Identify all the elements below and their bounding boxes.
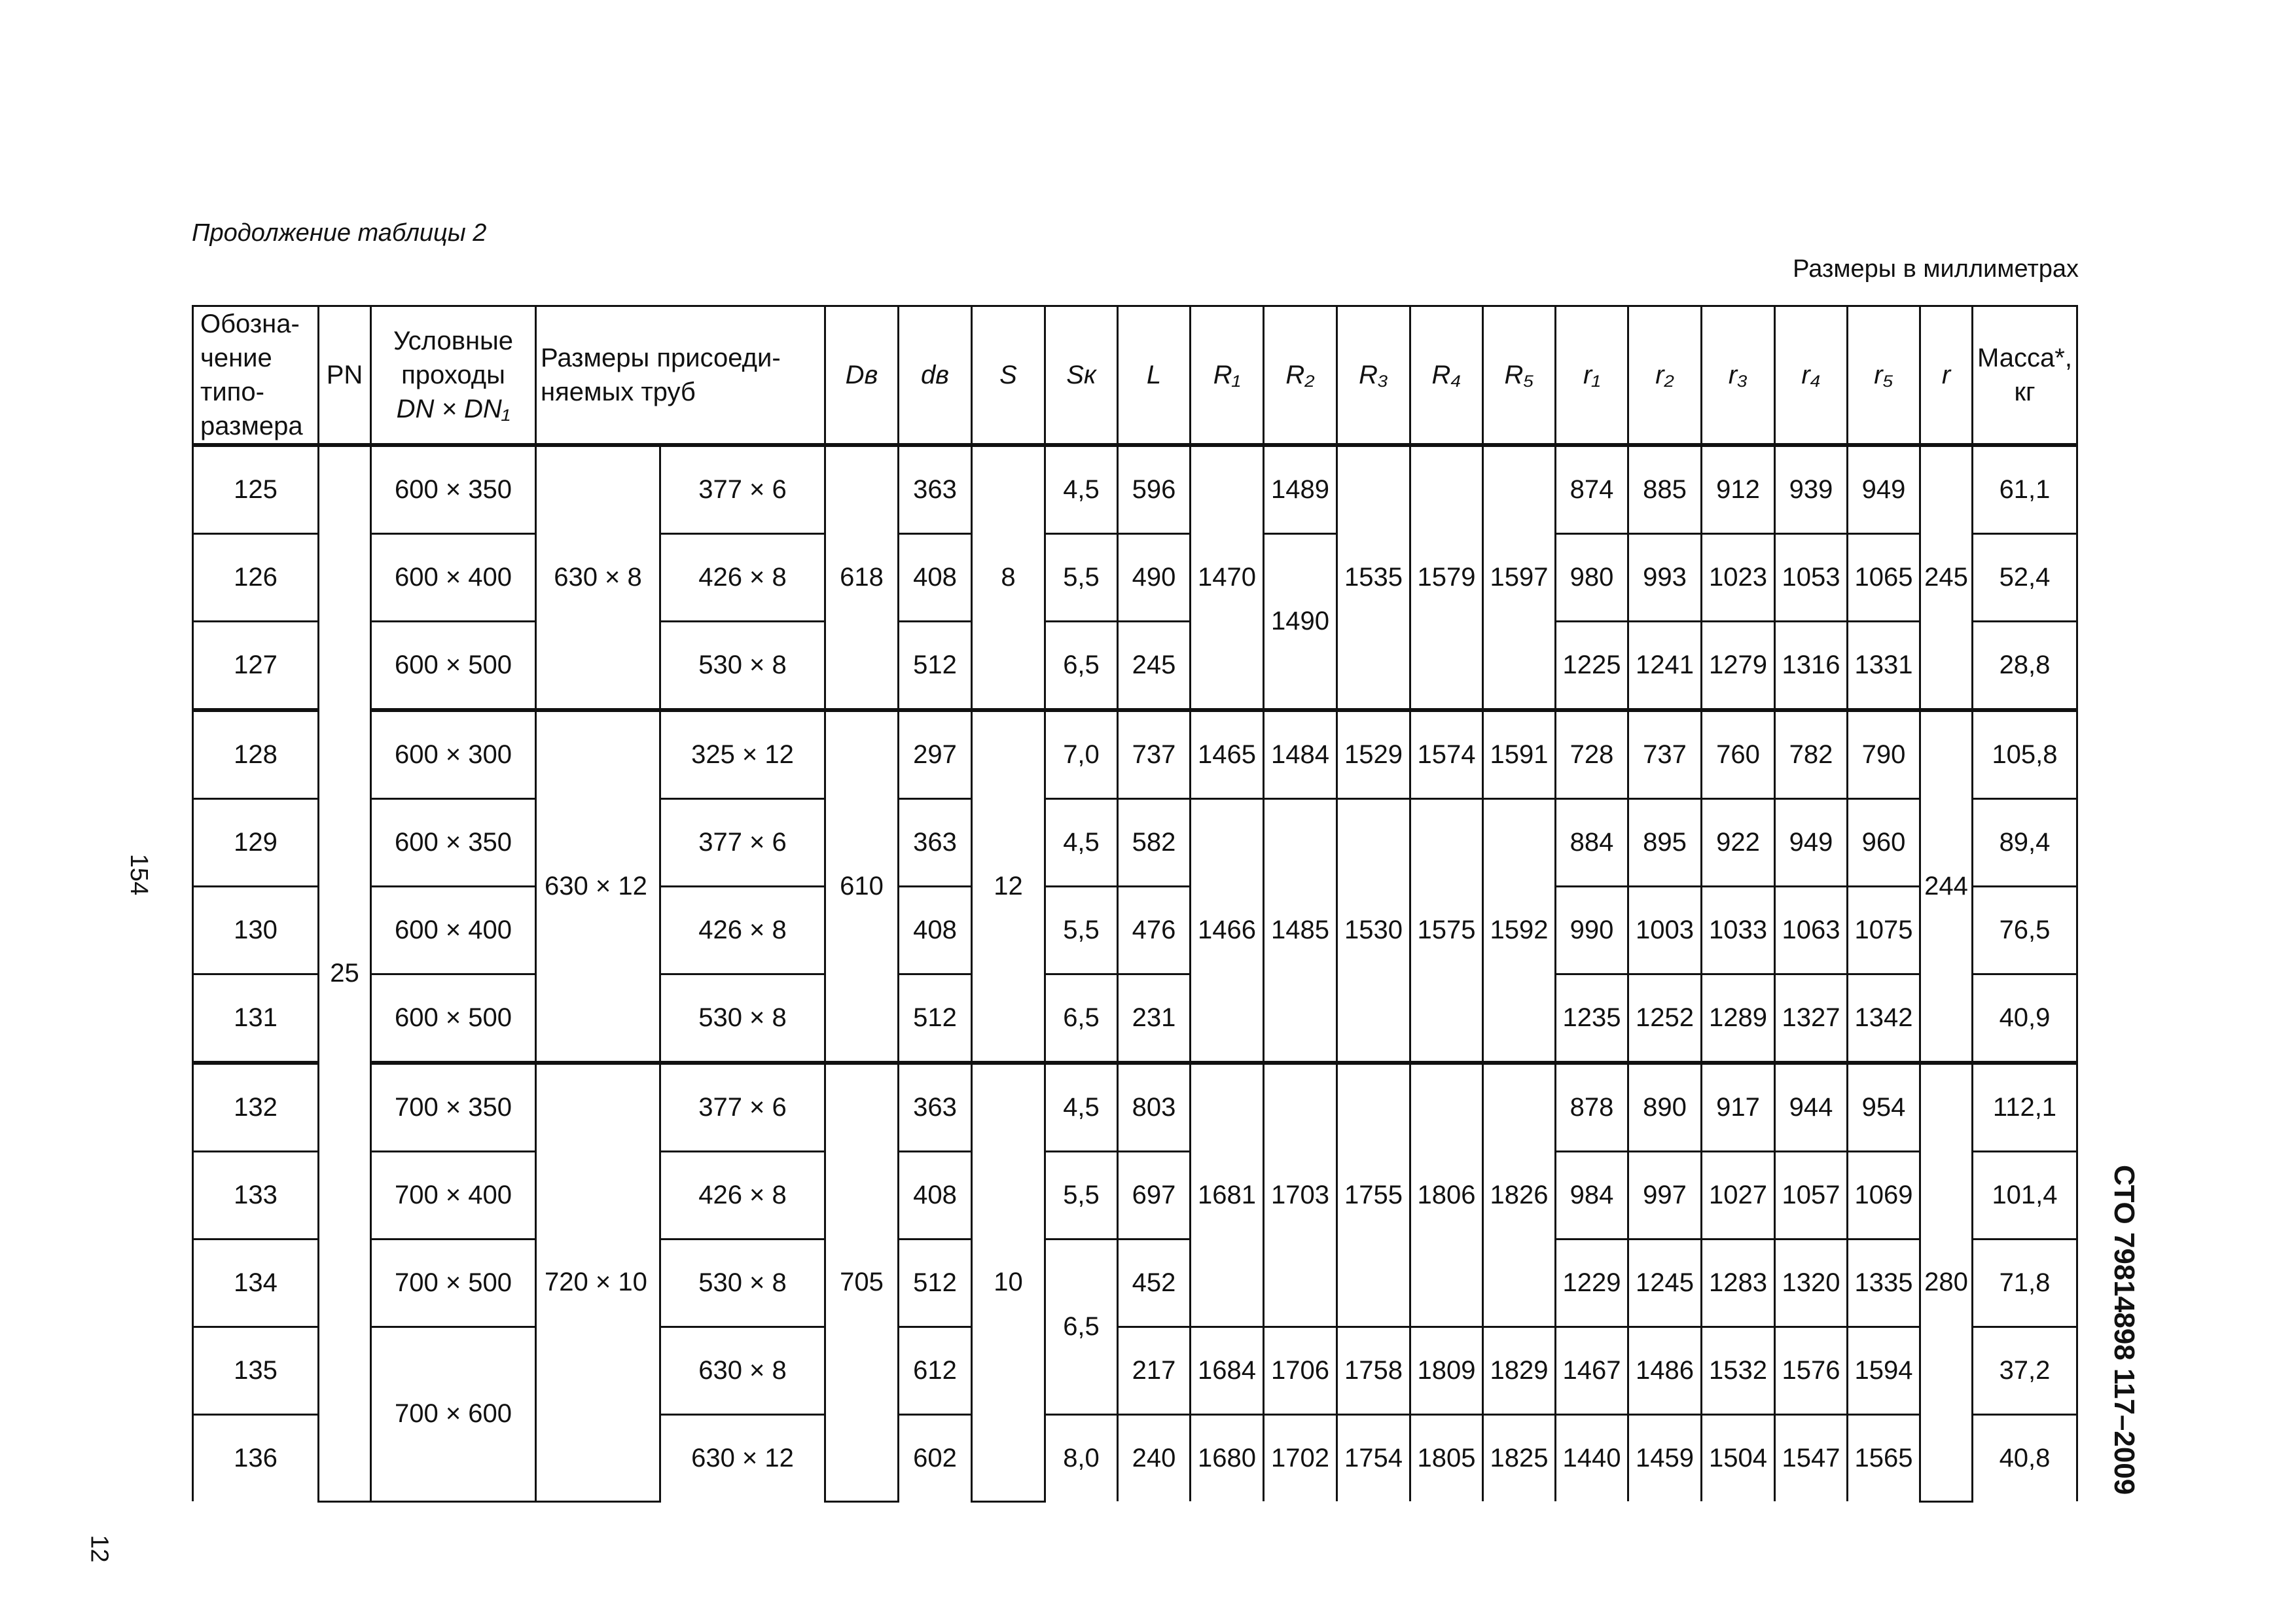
table-row <box>193 1152 2077 1240</box>
cell-mass: 76,5 <box>1973 887 2077 974</box>
cell-r1: 980 <box>1556 534 1628 622</box>
header-r3: r₃ <box>1702 306 1775 446</box>
header-L: L <box>1118 306 1191 446</box>
header-nominal-pass-label: Условные проходы <box>393 327 514 389</box>
cell-S: 12 <box>972 710 1045 1063</box>
cell-r2: 737 <box>1628 710 1702 799</box>
header-R3: R₃ <box>1337 306 1410 446</box>
cell-r5: 960 <box>1848 799 1920 887</box>
table-row <box>193 534 2077 622</box>
cell-r3: 1289 <box>1702 974 1775 1063</box>
cell-mass: 71,8 <box>1973 1240 2077 1327</box>
header-nominal-pass-formula: DN × DN₁ <box>396 395 511 423</box>
cell-r4: 1320 <box>1775 1240 1848 1327</box>
table-row <box>193 1327 2077 1415</box>
cell-R5: 1597 <box>1483 445 1556 710</box>
cell-r4: 944 <box>1775 1063 1848 1152</box>
cell-dv: 297 <box>899 710 972 799</box>
cell-r3: 1283 <box>1702 1240 1775 1327</box>
cell-dv: 408 <box>899 1152 972 1240</box>
cell-designation: 125 <box>193 445 319 534</box>
cell-dv: 408 <box>899 887 972 974</box>
header-nominal-pass <box>371 306 536 446</box>
cell-designation: 134 <box>193 1240 319 1327</box>
cell-r4: 1057 <box>1775 1152 1848 1240</box>
cell-r5: 1342 <box>1848 974 1920 1063</box>
cell-R4: 1579 <box>1410 445 1483 710</box>
cell-pipe-branch: 630 × 12 <box>660 1415 825 1502</box>
cell-R3: 1529 <box>1337 710 1410 799</box>
cell-r2: 885 <box>1628 445 1702 534</box>
cell-r3: 912 <box>1702 445 1775 534</box>
cell-L: 582 <box>1118 799 1191 887</box>
header-designation: Обозна-чение типо-размера <box>193 306 319 446</box>
cell-r1: 874 <box>1556 445 1628 534</box>
cell-Sk: 4,5 <box>1045 1063 1118 1152</box>
cell-R4: 1805 <box>1410 1415 1483 1502</box>
cell-r: 245 <box>1920 445 1973 710</box>
header-dv: dв <box>899 306 972 446</box>
cell-mass: 105,8 <box>1973 710 2077 799</box>
cell-mass: 52,4 <box>1973 534 2077 622</box>
table-header-row <box>193 306 2077 446</box>
cell-pipe-branch: 377 × 6 <box>660 799 825 887</box>
cell-Sk: 6,5 <box>1045 974 1118 1063</box>
cell-r2: 1459 <box>1628 1415 1702 1502</box>
cell-designation: 135 <box>193 1327 319 1415</box>
cell-r5: 1594 <box>1848 1327 1920 1415</box>
cell-designation: 131 <box>193 974 319 1063</box>
cell-R5: 1825 <box>1483 1415 1556 1502</box>
cell-R3: 1758 <box>1337 1327 1410 1415</box>
cell-pipe-branch: 377 × 6 <box>660 1063 825 1152</box>
cell-r4: 949 <box>1775 799 1848 887</box>
cell-dv: 512 <box>899 1240 972 1327</box>
cell-mass: 37,2 <box>1973 1327 2077 1415</box>
cell-Sk: 7,0 <box>1045 710 1118 799</box>
cell-mass: 101,4 <box>1973 1152 2077 1240</box>
cell-R1: 1680 <box>1191 1415 1264 1502</box>
cell-dn: 600 × 500 <box>371 974 536 1063</box>
table-continuation-caption: Продолжение таблицы 2 <box>192 219 487 247</box>
cell-r5: 949 <box>1848 445 1920 534</box>
cell-r3: 1279 <box>1702 622 1775 711</box>
cell-R2: 1484 <box>1264 710 1337 799</box>
cell-R4: 1806 <box>1410 1063 1483 1327</box>
table-row <box>193 887 2077 974</box>
cell-dn: 600 × 400 <box>371 887 536 974</box>
cell-dn: 700 × 350 <box>371 1063 536 1152</box>
cell-L: 231 <box>1118 974 1191 1063</box>
cell-R3: 1755 <box>1337 1063 1410 1327</box>
cell-L: 476 <box>1118 887 1191 974</box>
table-row <box>193 799 2077 887</box>
header-S: S <box>972 306 1045 446</box>
table-row <box>193 445 2077 534</box>
cell-r4: 1576 <box>1775 1327 1848 1415</box>
table-row <box>193 710 2077 799</box>
cell-mass: 40,9 <box>1973 974 2077 1063</box>
cell-r1: 1235 <box>1556 974 1628 1063</box>
header-r4: r₄ <box>1775 306 1848 446</box>
cell-R4: 1574 <box>1410 710 1483 799</box>
cell-Dv: 705 <box>825 1063 899 1501</box>
cell-r5: 1335 <box>1848 1240 1920 1327</box>
cell-r4: 1316 <box>1775 622 1848 711</box>
cell-L: 697 <box>1118 1152 1191 1240</box>
page-number-outer: 154 <box>125 853 153 896</box>
cell-L: 452 <box>1118 1240 1191 1327</box>
cell-r4: 1063 <box>1775 887 1848 974</box>
header-connected-pipes: Размеры присоеди-няемых труб <box>536 306 825 446</box>
cell-mass: 89,4 <box>1973 799 2077 887</box>
cell-pipe-branch: 377 × 6 <box>660 445 825 534</box>
document-code: СТО 79814898 117–2009 <box>2108 1165 2140 1495</box>
cell-pipe-branch: 426 × 8 <box>660 534 825 622</box>
cell-r3: 1033 <box>1702 887 1775 974</box>
cell-R2: 1703 <box>1264 1063 1337 1327</box>
cell-r3: 760 <box>1702 710 1775 799</box>
cell-r1: 884 <box>1556 799 1628 887</box>
cell-R4: 1809 <box>1410 1327 1483 1415</box>
cell-R1: 1465 <box>1191 710 1264 799</box>
cell-r5: 954 <box>1848 1063 1920 1152</box>
cell-dv: 363 <box>899 445 972 534</box>
cell-Sk: 8,0 <box>1045 1415 1118 1502</box>
cell-r5: 1065 <box>1848 534 1920 622</box>
cell-designation: 130 <box>193 887 319 974</box>
cell-Dv: 618 <box>825 445 899 710</box>
cell-r3: 1027 <box>1702 1152 1775 1240</box>
cell-R2: 1706 <box>1264 1327 1337 1415</box>
cell-Sk: 4,5 <box>1045 445 1118 534</box>
cell-dn: 700 × 500 <box>371 1240 536 1327</box>
cell-R1: 1470 <box>1191 445 1264 710</box>
table-row <box>193 974 2077 1063</box>
cell-pipe-main: 630 × 12 <box>536 710 660 1063</box>
cell-Dv: 610 <box>825 710 899 1063</box>
cell-R2: 1489 <box>1264 445 1337 534</box>
cell-r4: 1327 <box>1775 974 1848 1063</box>
cell-R5: 1592 <box>1483 799 1556 1063</box>
cell-designation: 136 <box>193 1415 319 1502</box>
cell-R2: 1702 <box>1264 1415 1337 1502</box>
cell-dn: 700 × 600 <box>371 1327 536 1502</box>
cell-r2: 1252 <box>1628 974 1702 1063</box>
cell-Sk: 4,5 <box>1045 799 1118 887</box>
header-r5: r₅ <box>1848 306 1920 446</box>
header-R4: R₄ <box>1410 306 1483 446</box>
cell-r4: 782 <box>1775 710 1848 799</box>
cell-R2: 1490 <box>1264 534 1337 711</box>
cell-L: 803 <box>1118 1063 1191 1152</box>
cell-r3: 1504 <box>1702 1415 1775 1502</box>
header-Dv: Dв <box>825 306 899 446</box>
header-r2: r₂ <box>1628 306 1702 446</box>
cell-R3: 1535 <box>1337 445 1410 710</box>
header-pn: PN <box>319 306 371 446</box>
cell-pipe-branch: 530 × 8 <box>660 622 825 711</box>
cell-dv: 602 <box>899 1415 972 1502</box>
cell-L: 240 <box>1118 1415 1191 1502</box>
cell-r4: 1053 <box>1775 534 1848 622</box>
header-r: r <box>1920 306 1973 446</box>
cell-pipe-branch: 530 × 8 <box>660 1240 825 1327</box>
cell-mass: 61,1 <box>1973 445 2077 534</box>
cell-S: 8 <box>972 445 1045 710</box>
cell-pipe-branch: 426 × 8 <box>660 887 825 974</box>
cell-dv: 363 <box>899 799 972 887</box>
cell-dv: 408 <box>899 534 972 622</box>
cell-L: 737 <box>1118 710 1191 799</box>
cell-pipe-branch: 325 × 12 <box>660 710 825 799</box>
cell-r1: 984 <box>1556 1152 1628 1240</box>
cell-designation: 132 <box>193 1063 319 1152</box>
cell-r: 244 <box>1920 710 1973 1063</box>
cell-dv: 612 <box>899 1327 972 1415</box>
cell-r2: 890 <box>1628 1063 1702 1152</box>
cell-R2: 1485 <box>1264 799 1337 1063</box>
cell-r5: 1331 <box>1848 622 1920 711</box>
cell-r2: 1245 <box>1628 1240 1702 1327</box>
cell-r1: 1467 <box>1556 1327 1628 1415</box>
cell-r: 280 <box>1920 1063 1973 1501</box>
cell-L: 596 <box>1118 445 1191 534</box>
cell-Sk: 5,5 <box>1045 1152 1118 1240</box>
cell-L: 245 <box>1118 622 1191 711</box>
cell-r3: 922 <box>1702 799 1775 887</box>
cell-r1: 1440 <box>1556 1415 1628 1502</box>
cell-S: 10 <box>972 1063 1045 1501</box>
cell-dv: 363 <box>899 1063 972 1152</box>
cell-r5: 1075 <box>1848 887 1920 974</box>
cell-r2: 1241 <box>1628 622 1702 711</box>
cell-r2: 993 <box>1628 534 1702 622</box>
header-mass: Масса*, кг <box>1973 306 2077 446</box>
cell-r5: 1069 <box>1848 1152 1920 1240</box>
cell-r2: 1003 <box>1628 887 1702 974</box>
cell-dn: 600 × 350 <box>371 445 536 534</box>
cell-R3: 1754 <box>1337 1415 1410 1502</box>
header-R2: R₂ <box>1264 306 1337 446</box>
cell-r1: 990 <box>1556 887 1628 974</box>
header-R1: R₁ <box>1191 306 1264 446</box>
cell-r5: 790 <box>1848 710 1920 799</box>
cell-L: 217 <box>1118 1327 1191 1415</box>
cell-pn: 25 <box>319 445 371 1501</box>
cell-r1: 728 <box>1556 710 1628 799</box>
cell-designation: 128 <box>193 710 319 799</box>
cell-pipe-branch: 530 × 8 <box>660 974 825 1063</box>
table-row <box>193 1240 2077 1327</box>
header-R5: R₅ <box>1483 306 1556 446</box>
cell-r1: 1225 <box>1556 622 1628 711</box>
table-row <box>193 1063 2077 1152</box>
cell-pipe-branch: 426 × 8 <box>660 1152 825 1240</box>
table-row <box>193 622 2077 711</box>
cell-r3: 1532 <box>1702 1327 1775 1415</box>
cell-mass: 112,1 <box>1973 1063 2077 1152</box>
cell-r2: 895 <box>1628 799 1702 887</box>
cell-L: 490 <box>1118 534 1191 622</box>
dimensions-table <box>192 305 2078 1503</box>
cell-r3: 1023 <box>1702 534 1775 622</box>
cell-designation: 129 <box>193 799 319 887</box>
cell-Sk: 5,5 <box>1045 887 1118 974</box>
cell-dv: 512 <box>899 622 972 711</box>
cell-r1: 1229 <box>1556 1240 1628 1327</box>
cell-mass: 28,8 <box>1973 622 2077 711</box>
cell-R1: 1681 <box>1191 1063 1264 1327</box>
page-number-inner: 12 <box>85 1535 113 1563</box>
cell-designation: 126 <box>193 534 319 622</box>
cell-r1: 878 <box>1556 1063 1628 1152</box>
cell-R5: 1591 <box>1483 710 1556 799</box>
header-r1: r₁ <box>1556 306 1628 446</box>
cell-r4: 1547 <box>1775 1415 1848 1502</box>
cell-dn: 600 × 400 <box>371 534 536 622</box>
cell-r3: 917 <box>1702 1063 1775 1152</box>
cell-R1: 1684 <box>1191 1327 1264 1415</box>
cell-R5: 1826 <box>1483 1063 1556 1327</box>
document-code-block <box>2108 1165 2153 1558</box>
cell-dn: 700 × 400 <box>371 1152 536 1240</box>
cell-r2: 997 <box>1628 1152 1702 1240</box>
cell-r5: 1565 <box>1848 1415 1920 1502</box>
cell-R1: 1466 <box>1191 799 1264 1063</box>
cell-pipe-main: 630 × 8 <box>536 445 660 710</box>
cell-dn: 600 × 350 <box>371 799 536 887</box>
cell-r2: 1486 <box>1628 1327 1702 1415</box>
cell-dn: 600 × 300 <box>371 710 536 799</box>
cell-R4: 1575 <box>1410 799 1483 1063</box>
cell-dn: 600 × 500 <box>371 622 536 711</box>
cell-Sk: 6,5 <box>1045 1240 1118 1415</box>
cell-R5: 1829 <box>1483 1327 1556 1415</box>
cell-pipe-main: 720 × 10 <box>536 1063 660 1501</box>
cell-Sk: 5,5 <box>1045 534 1118 622</box>
cell-Sk: 6,5 <box>1045 622 1118 711</box>
units-note: Размеры в миллиметрах <box>1793 255 2079 283</box>
cell-mass: 40,8 <box>1973 1415 2077 1502</box>
cell-designation: 133 <box>193 1152 319 1240</box>
cell-dv: 512 <box>899 974 972 1063</box>
cell-pipe-branch: 630 × 8 <box>660 1327 825 1415</box>
cell-r4: 939 <box>1775 445 1848 534</box>
cell-designation: 127 <box>193 622 319 711</box>
header-Sk: Sк <box>1045 306 1118 446</box>
cell-R3: 1530 <box>1337 799 1410 1063</box>
